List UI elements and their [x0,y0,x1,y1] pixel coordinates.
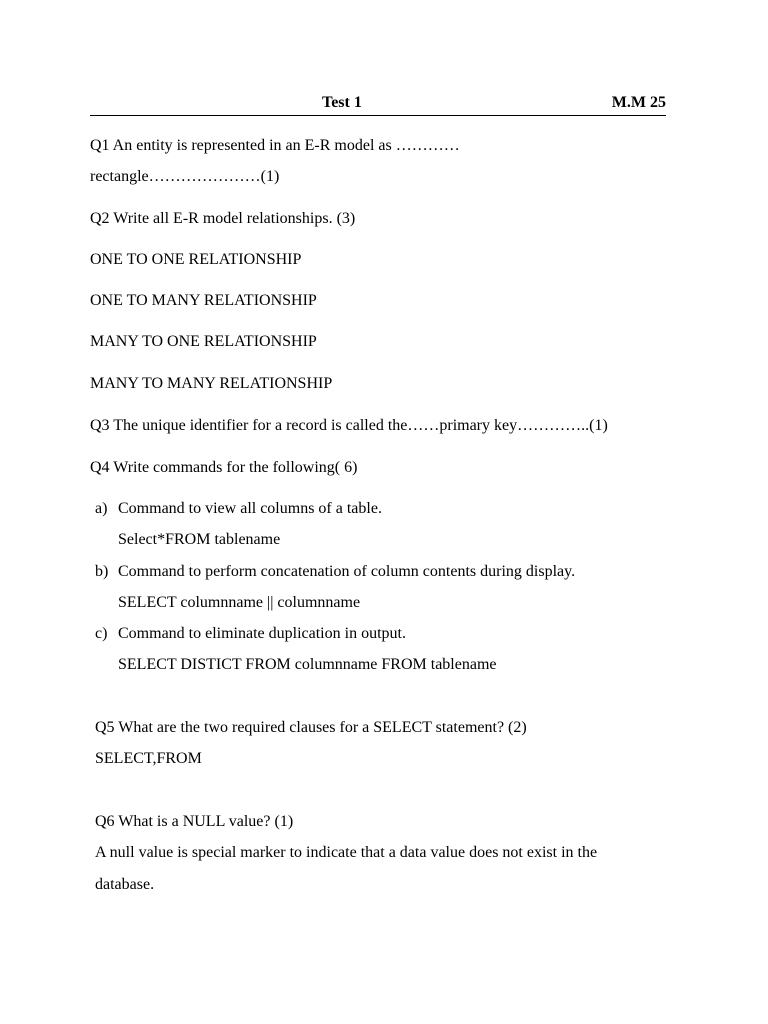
q6-answer-line-2: database. [95,876,155,893]
q1-answer: rectangle…………………(1) [90,168,280,185]
q4-item-b-label: b) [95,563,109,580]
test-title: Test 1 [322,94,362,111]
q6-answer-line-1: A null value is special marker to indicate that a data value does not exist in the [95,844,598,861]
q5-question: Q5 What are the two required clauses for a SELECT statement? (2) [95,719,527,736]
q2-answer-1: ONE TO ONE RELATIONSHIP [90,251,302,268]
test-header [90,93,666,116]
q2-answer-3: MANY TO ONE RELATIONSHIP [90,333,317,350]
q4-item-c-label: c) [95,625,108,642]
q3-question: Q3 The unique identifier for a record is called the……primary key…………..(1) [90,417,608,434]
q4-item-c-prompt: Command to eliminate duplication in output. [118,625,406,642]
q2-answer-2: ONE TO MANY RELATIONSHIP [90,292,317,309]
q4-item-a-label: a) [95,500,108,517]
q4-item-b-answer: SELECT columnname || columnname [118,594,361,611]
q4-item-b-prompt: Command to perform concatenation of column contents during display. [118,563,576,580]
q4-question: Q4 Write commands for the following( 6) [90,459,358,476]
q4-item-a-prompt: Command to view all columns of a table. [118,500,382,517]
q5-answer: SELECT,FROM [95,750,202,767]
q4-item-c-answer: SELECT DISTICT FROM columnname FROM tablename [118,656,497,673]
q2-answer-4: MANY TO MANY RELATIONSHIP [90,375,333,392]
max-marks: M.M 25 [611,94,666,111]
q1-question: Q1 An entity is represented in an E-R model as ………… [90,137,460,154]
q6-question: Q6 What is a NULL value? (1) [95,813,294,830]
q4-item-a-answer: Select*FROM tablename [118,531,281,548]
q2-question: Q2 Write all E-R model relationships. (3) [90,210,356,227]
